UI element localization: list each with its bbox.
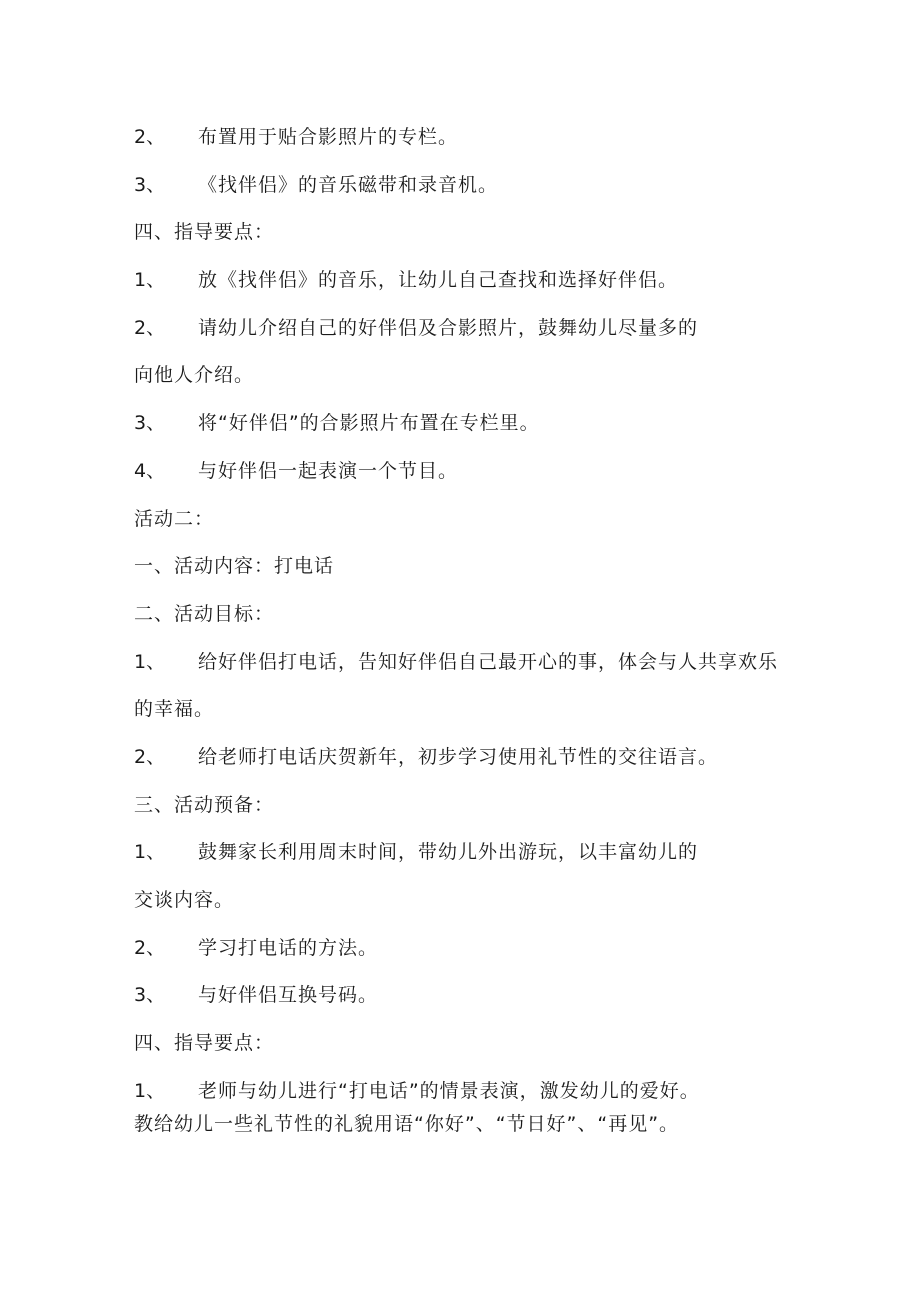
item-text: 与好伴侣互换号码。 bbox=[198, 984, 379, 1006]
list-item bbox=[134, 459, 458, 483]
list-item bbox=[134, 411, 540, 435]
item-number: 3、 bbox=[134, 412, 166, 434]
heading-text: 四、指导要点： bbox=[134, 1032, 275, 1054]
heading-text: 三、活动预备： bbox=[134, 794, 275, 816]
section-heading bbox=[134, 220, 274, 244]
item-number: 2、 bbox=[134, 126, 166, 148]
list-item bbox=[134, 745, 718, 769]
section-heading bbox=[134, 1031, 274, 1055]
item-number: 3、 bbox=[134, 174, 166, 196]
item-number: 1、 bbox=[134, 651, 166, 673]
item-text: 鼓舞家长利用周末时间，带幼儿外出游玩，以丰富幼儿的 bbox=[198, 841, 699, 863]
section-heading bbox=[134, 602, 274, 626]
item-text: 老师与幼儿进行“打电话”的情景表演，激发幼儿的爱好。 bbox=[198, 1080, 700, 1102]
item-text: 放《找伴侣》的音乐，让幼儿自己查找和选择好伴侣。 bbox=[198, 269, 679, 291]
item-text: 交谈内容。 bbox=[134, 889, 235, 911]
item-text: 教给幼儿一些礼节性的礼貌用语“你好”、“节日好”、“再见”。 bbox=[134, 1113, 680, 1135]
item-text: 给老师打电话庆贺新年，初步学习使用礼节性的交往语言。 bbox=[198, 746, 719, 768]
item-text: 布置用于贴合影照片的专栏。 bbox=[198, 126, 459, 148]
item-number: 1、 bbox=[134, 841, 166, 863]
activity-heading bbox=[134, 507, 214, 531]
list-item bbox=[134, 936, 378, 960]
continuation-line bbox=[134, 888, 234, 912]
list-item bbox=[134, 1079, 700, 1103]
item-text: 的幸福。 bbox=[134, 698, 215, 720]
item-number: 2、 bbox=[134, 937, 166, 959]
item-number: 1、 bbox=[134, 269, 166, 291]
item-text: 请幼儿介绍自己的好伴侣及合影照片，鼓舞幼儿尽量多的 bbox=[198, 317, 699, 339]
item-number: 3、 bbox=[134, 984, 166, 1006]
list-item bbox=[134, 840, 698, 864]
item-number: 4、 bbox=[134, 460, 166, 482]
heading-text: 二、活动目标： bbox=[134, 603, 275, 625]
list-item bbox=[134, 650, 778, 674]
item-text: 将“好伴侣”的合影照片布置在专栏里。 bbox=[198, 412, 540, 434]
list-item bbox=[134, 125, 458, 149]
continuation-line bbox=[134, 697, 214, 721]
section-heading bbox=[134, 793, 274, 817]
section-heading bbox=[134, 554, 334, 578]
heading-text: 一、活动内容：打电话 bbox=[134, 555, 335, 577]
list-item bbox=[134, 983, 378, 1007]
item-number: 2、 bbox=[134, 746, 166, 768]
heading-text: 活动二： bbox=[134, 508, 215, 530]
heading-text: 四、指导要点： bbox=[134, 221, 275, 243]
list-item bbox=[134, 316, 698, 340]
item-text: 《找伴侣》的音乐磁带和录音机。 bbox=[198, 174, 499, 196]
item-text: 学习打电话的方法。 bbox=[198, 937, 379, 959]
list-item bbox=[134, 268, 678, 292]
continuation-line bbox=[134, 1112, 679, 1136]
item-text: 给好伴侣打电话，告知好伴侣自己最开心的事，体会与人共享欢乐 bbox=[198, 651, 779, 673]
item-number: 1、 bbox=[134, 1080, 166, 1102]
item-text: 向他人介绍。 bbox=[134, 364, 255, 386]
continuation-line bbox=[134, 363, 254, 387]
item-text: 与好伴侣一起表演一个节目。 bbox=[198, 460, 459, 482]
item-number: 2、 bbox=[134, 317, 166, 339]
list-item bbox=[134, 173, 498, 197]
